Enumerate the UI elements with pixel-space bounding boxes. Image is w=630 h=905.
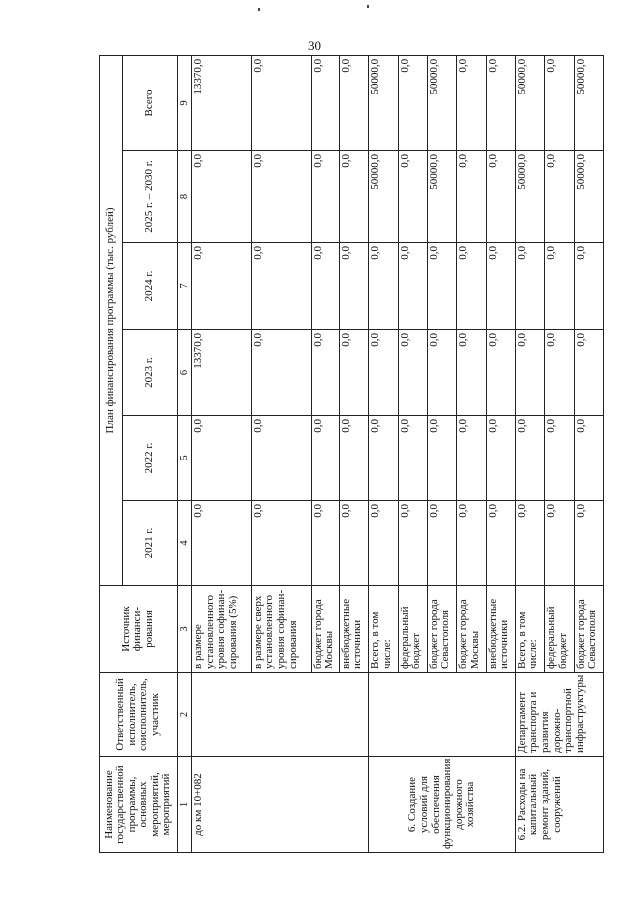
value-cell: 50000,0 (427, 151, 456, 243)
source-cell: бюджет города Севастополя (574, 586, 603, 673)
column-number: 2 (177, 673, 192, 757)
source-cell: в размере установленного уровня софинан-сирования (5%) (192, 586, 252, 673)
value-cell: 0,0 (457, 151, 486, 243)
value-cell: 0,0 (457, 243, 486, 330)
value-cell: 50000,0 (369, 151, 398, 243)
header-total: Всего (123, 55, 177, 150)
column-number: 4 (177, 501, 192, 586)
page-number: 30 (308, 38, 321, 53)
scan-speck (367, 5, 369, 8)
value-cell: 0,0 (457, 330, 486, 416)
value-cell: 50000,0 (369, 55, 398, 150)
source-cell: бюджет города Севастополя (427, 586, 456, 673)
source-cell: Всего, в том числе: (515, 586, 544, 673)
value-cell: 0,0 (369, 243, 398, 330)
value-cell: 0,0 (515, 501, 544, 586)
source-cell: внебюджетные источники (486, 586, 515, 673)
value-cell: 0,0 (339, 243, 368, 330)
column-number: 1 (177, 757, 192, 853)
scan-speck (258, 8, 260, 11)
program-name-cell: до км 10+082 (192, 757, 369, 853)
value-cell: 0,0 (574, 330, 603, 416)
value-cell: 0,0 (574, 416, 603, 501)
value-cell: 0,0 (545, 151, 574, 243)
value-cell: 0,0 (427, 243, 456, 330)
value-cell: 0,0 (427, 501, 456, 586)
source-cell: федеральный бюджет (398, 586, 427, 673)
value-cell: 0,0 (398, 243, 427, 330)
value-cell: 0,0 (251, 243, 311, 330)
table-row (369, 55, 398, 852)
value-cell: 50000,0 (515, 151, 544, 243)
value-cell: 0,0 (574, 501, 603, 586)
value-cell: 0,0 (486, 243, 515, 330)
value-cell: 0,0 (339, 151, 368, 243)
value-cell: 0,0 (311, 55, 339, 150)
header-year: 2025 г. – 2030 г. (123, 151, 177, 243)
value-cell: 0,0 (398, 151, 427, 243)
source-cell: бюджет города Москвы (457, 586, 486, 673)
value-cell: 0,0 (545, 416, 574, 501)
table-row (515, 55, 544, 852)
value-cell: 0,0 (311, 243, 339, 330)
value-cell: 0,0 (545, 501, 574, 586)
column-number: 5 (177, 416, 192, 501)
value-cell: 0,0 (251, 151, 311, 243)
value-cell: 0,0 (457, 55, 486, 150)
value-cell: 0,0 (486, 330, 515, 416)
rotated-table (99, 56, 604, 853)
value-cell: 50000,0 (515, 55, 544, 150)
financing-plan-table (99, 55, 604, 853)
value-cell: 0,0 (369, 416, 398, 501)
value-cell: 0,0 (339, 55, 368, 150)
value-cell: 13370,0 (192, 55, 252, 150)
header-plan: План финансирования программы (тыс. рублей) (100, 55, 123, 585)
value-cell: 0,0 (486, 151, 515, 243)
value-cell: 0,0 (369, 330, 398, 416)
value-cell: 0,0 (398, 330, 427, 416)
value-cell: 0,0 (398, 416, 427, 501)
value-cell: 0,0 (311, 330, 339, 416)
value-cell: 0,0 (311, 416, 339, 501)
value-cell: 0,0 (192, 151, 252, 243)
value-cell: 0,0 (486, 416, 515, 501)
header-year: 2022 г. (123, 416, 177, 501)
header-year: 2023 г. (123, 330, 177, 416)
value-cell: 50000,0 (574, 55, 603, 150)
value-cell: 0,0 (457, 501, 486, 586)
table-row (192, 55, 252, 852)
source-cell: внебюджетные источники (339, 586, 368, 673)
executor-cell (192, 673, 369, 757)
value-cell: 50000,0 (574, 151, 603, 243)
value-cell: 0,0 (545, 55, 574, 150)
value-cell: 0,0 (339, 330, 368, 416)
column-number: 3 (177, 586, 192, 673)
value-cell: 0,0 (369, 501, 398, 586)
program-name-cell: 6. Создание условий для обеспечения функционирования дорожного хозяйства (369, 757, 516, 853)
value-cell: 13370,0 (192, 330, 252, 416)
value-cell: 0,0 (192, 243, 252, 330)
rotated-table-container (99, 56, 604, 853)
column-number: 7 (177, 243, 192, 330)
value-cell: 0,0 (311, 501, 339, 586)
value-cell: 0,0 (486, 501, 515, 586)
value-cell: 0,0 (574, 243, 603, 330)
header-year: 2021 г. (123, 501, 177, 586)
value-cell: 0,0 (251, 330, 311, 416)
value-cell: 0,0 (192, 416, 252, 501)
value-cell: 0,0 (545, 330, 574, 416)
header-program-name: Наименование государственной программы, основных мероприятий, мероприятий (100, 757, 178, 853)
value-cell: 0,0 (251, 55, 311, 150)
column-number: 9 (177, 55, 192, 150)
value-cell: 0,0 (251, 501, 311, 586)
header-year: 2024 г. (123, 243, 177, 330)
source-cell: Всего, в том числе: (369, 586, 398, 673)
value-cell: 0,0 (427, 416, 456, 501)
source-cell: в размере сверх установленного уровня софинан-сирования (251, 586, 311, 673)
value-cell: 0,0 (515, 416, 544, 501)
value-cell: 0,0 (339, 416, 368, 501)
value-cell: 0,0 (486, 55, 515, 150)
value-cell: 0,0 (515, 243, 544, 330)
value-cell: 0,0 (339, 501, 368, 586)
source-cell: бюджет города Москвы (311, 586, 339, 673)
value-cell: 0,0 (457, 416, 486, 501)
value-cell: 0,0 (427, 330, 456, 416)
header-executor: Ответственный исполнитель, соисполнитель, участник (100, 673, 178, 757)
source-cell: федеральный бюджет (545, 586, 574, 673)
value-cell: 0,0 (398, 501, 427, 586)
program-name-cell: 6.2. Расходы на капитальный ремонт зданий, сооружений (515, 757, 603, 853)
value-cell: 0,0 (192, 501, 252, 586)
value-cell: 0,0 (398, 55, 427, 150)
executor-cell (369, 673, 516, 757)
value-cell: 0,0 (251, 416, 311, 501)
column-number: 8 (177, 151, 192, 243)
value-cell: 0,0 (545, 243, 574, 330)
value-cell: 0,0 (515, 330, 544, 416)
value-cell: 0,0 (311, 151, 339, 243)
executor-cell: Департамент транспорта и развития дорожно-транспортной инфраструктуры (515, 673, 603, 757)
column-number: 6 (177, 330, 192, 416)
header-source: Источник финанси-рования (100, 586, 178, 673)
value-cell: 50000,0 (427, 55, 456, 150)
